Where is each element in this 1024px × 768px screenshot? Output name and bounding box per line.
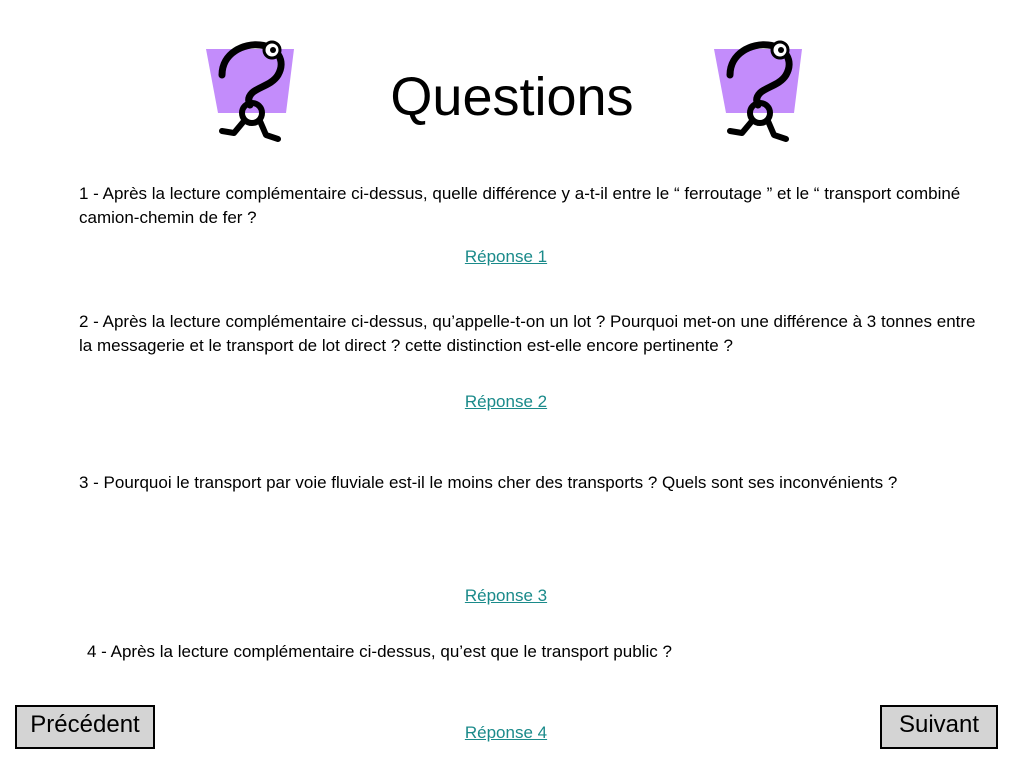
question-2-text: 2 - Après la lecture complémentaire ci-dessus, qu’appelle-t-on un lot ? Pourquoi met-on une différence à 3 tonnes entre la messagerie et le transport de lot direct ? cette distinction est-elle encore pertinente ?	[79, 312, 976, 355]
question-1-text: 1 - Après la lecture complémentaire ci-dessus, quelle différence y a-t-il entre le “ ferroutage ” et le “ transport combiné camion-chemin de fer ?	[79, 184, 961, 227]
next-button[interactable]: Suivant	[880, 705, 998, 749]
question-3-text: 3 - Pourquoi le transport par voie fluviale est-il le moins cher des transports ? Quels sont ses inconvénients ?	[79, 473, 898, 492]
question-mark-character-icon	[708, 35, 808, 145]
page-title: Questions	[390, 67, 634, 127]
answer-3-link[interactable]: Réponse 3	[464, 586, 548, 605]
previous-button[interactable]: Précédent	[15, 705, 155, 749]
question-4-text: 4 - Après la lecture complémentaire ci-dessus, qu’est que le transport public ?	[87, 642, 672, 661]
answer-2-link[interactable]: Réponse 2	[464, 392, 548, 411]
answer-1-link[interactable]: Réponse 1	[464, 247, 548, 266]
answer-4-link[interactable]: Réponse 4	[464, 723, 548, 742]
